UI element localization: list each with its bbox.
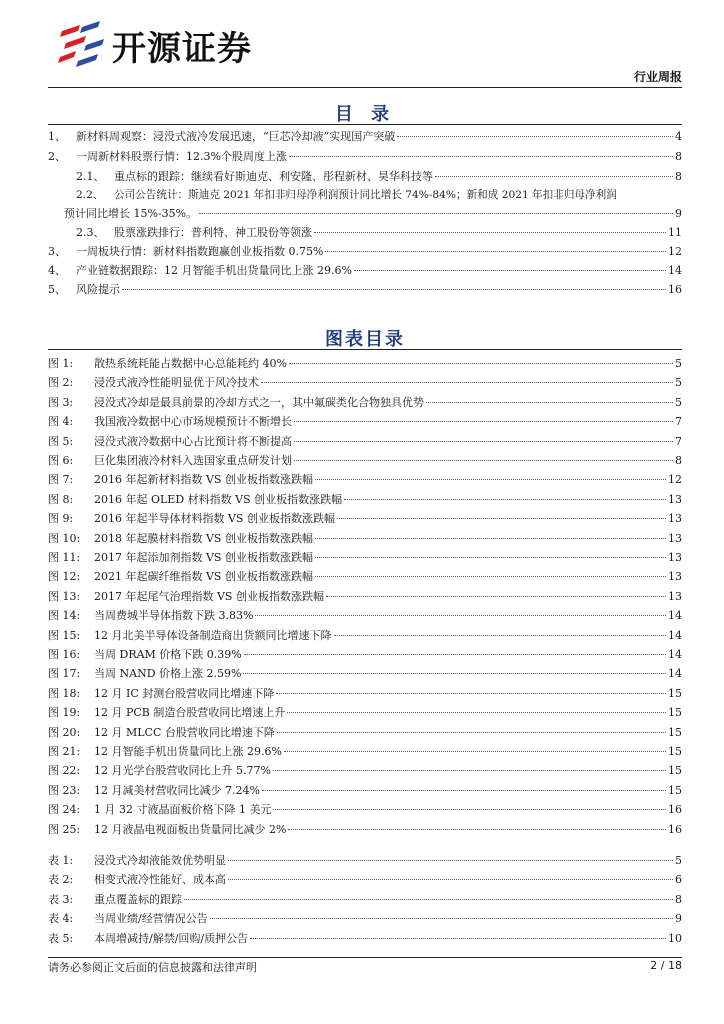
figure-entry-text: 2018 年起膜材料指数 VS 创业板指数涨跌幅 bbox=[94, 531, 313, 545]
figure-entry-text: 2017 年起尾气治理指数 VS 创业板指数涨跌幅 bbox=[94, 589, 324, 603]
figure-entry-text: 12 月 PCB 制造台股营收同比增速上升 bbox=[94, 706, 286, 720]
toc-entry[interactable] bbox=[48, 243, 682, 261]
toc-leader bbox=[294, 440, 673, 442]
toc-entry-wrapped[interactable] bbox=[76, 186, 682, 204]
toc-leader bbox=[337, 517, 666, 519]
toc-entry-page: 16 bbox=[668, 283, 682, 296]
toc-leader bbox=[273, 808, 666, 810]
toc-entry-text: 重点标的跟踪：继续看好斯迪克、利安隆、彤程新材、昊华科技等 bbox=[114, 170, 433, 183]
figure-entry-page: 12 bbox=[668, 473, 682, 487]
figure-entry-number: 图 19: bbox=[48, 706, 81, 720]
footer-disclaimer: 请务必参阅正文后面的信息披露和法律声明 bbox=[48, 961, 257, 974]
figure-entry[interactable] bbox=[48, 762, 682, 780]
figure-entry-number: 图 16: bbox=[48, 648, 81, 661]
table-entry[interactable] bbox=[48, 871, 682, 889]
figure-entry[interactable] bbox=[48, 452, 682, 470]
figure-entry-text: 当周 DRAM 价格下跌 0.39% bbox=[94, 648, 242, 661]
toc-entry[interactable] bbox=[76, 168, 682, 186]
figure-entry-text: 12 月减美材营收同比减少 7.24% bbox=[94, 783, 260, 797]
brand-logo bbox=[56, 20, 252, 70]
figure-entry-number: 图 13: bbox=[48, 589, 81, 603]
toc-entry[interactable] bbox=[48, 262, 682, 280]
toc-leader bbox=[262, 789, 666, 791]
figure-entry[interactable] bbox=[48, 821, 682, 839]
figure-entry[interactable] bbox=[48, 685, 682, 703]
figure-entry-number: 图 24: bbox=[48, 803, 81, 817]
figure-entry[interactable] bbox=[48, 510, 682, 528]
toc-entry-text: 产业链数据跟踪：12 月智能手机出货量同比上涨 29.6% bbox=[76, 264, 352, 277]
toc-leader bbox=[325, 250, 666, 252]
figure-entry-text: 当周 NAND 价格上涨 2.59% bbox=[94, 667, 242, 681]
figure-entry[interactable] bbox=[48, 433, 682, 451]
figure-entry-text: 12 月 IC 封测台股营收同比增速下降 bbox=[94, 686, 275, 700]
toc-leader bbox=[288, 828, 666, 830]
figure-entry-page: 13 bbox=[668, 492, 682, 506]
toc-leader bbox=[277, 731, 666, 733]
figure-entry-page: 13 bbox=[668, 570, 682, 584]
toc-leader bbox=[210, 917, 673, 919]
toc-entry[interactable] bbox=[48, 128, 682, 146]
table-entry-number: 表 3: bbox=[48, 892, 74, 906]
table-entry-text: 浸没式冷却液能效优势明显 bbox=[94, 854, 226, 867]
toc-entry-continuation[interactable] bbox=[48, 205, 682, 223]
figure-entry-page: 14 bbox=[668, 648, 682, 661]
figure-entry-text: 2016 年起新材料指数 VS 创业板指数涨跌幅 bbox=[94, 473, 313, 487]
table-entry-number: 表 1: bbox=[48, 854, 74, 867]
figure-entry-page: 14 bbox=[668, 609, 682, 623]
figure-entry-page: 15 bbox=[668, 686, 682, 700]
figure-entry-page: 5 bbox=[675, 395, 682, 409]
toc-entry-number: 5、 bbox=[48, 283, 66, 296]
toc-entry-page: 4 bbox=[675, 130, 682, 143]
table-entry-text: 当周业绩/经营情况公告 bbox=[94, 912, 208, 926]
figure-entry-number: 图 15: bbox=[48, 628, 81, 642]
figure-entry[interactable] bbox=[48, 491, 682, 509]
kaiyuan-logo-icon bbox=[56, 21, 108, 69]
figure-entry[interactable] bbox=[48, 724, 682, 742]
toc-entry-page: 8 bbox=[675, 170, 682, 183]
table-entry-page: 8 bbox=[675, 892, 682, 906]
figure-entry[interactable] bbox=[48, 801, 682, 819]
toc-leader bbox=[287, 711, 666, 713]
figure-entry-text: 巨化集团液冷材料入选国家重点研发计划 bbox=[94, 454, 292, 467]
toc-leader bbox=[228, 878, 673, 880]
toc-entry-page: 9 bbox=[675, 207, 682, 220]
toc-leader bbox=[122, 288, 666, 290]
toc-leader bbox=[326, 595, 666, 597]
toc-entry[interactable] bbox=[76, 224, 682, 242]
toc-leader bbox=[243, 672, 666, 674]
toc-leader bbox=[289, 155, 673, 157]
toc-leader bbox=[276, 692, 666, 694]
figure-entry-page: 15 bbox=[668, 725, 682, 739]
figure-entry-number: 图 21: bbox=[48, 745, 81, 758]
toc-leader bbox=[315, 478, 666, 480]
figure-entry-page: 16 bbox=[668, 803, 682, 817]
toc-entry[interactable] bbox=[48, 148, 682, 166]
report-type-label: 行业周报 bbox=[633, 70, 682, 84]
toc-leader bbox=[334, 634, 667, 636]
toc-entry-number: 2.3、 bbox=[76, 226, 105, 239]
figure-entry-number: 图 7: bbox=[48, 473, 74, 487]
toc-leader bbox=[184, 898, 673, 900]
figure-entry-number: 图 14: bbox=[48, 609, 81, 623]
figure-entry[interactable] bbox=[48, 549, 682, 567]
figure-entry-text: 我国液冷数据中心市场规模预计不断增长 bbox=[94, 415, 292, 429]
table-entry[interactable] bbox=[48, 910, 682, 928]
figure-list-divider bbox=[48, 349, 682, 350]
toc-leader bbox=[261, 381, 673, 383]
figure-entry-page: 7 bbox=[675, 415, 682, 429]
toc-leader bbox=[284, 750, 666, 752]
toc-entry-text: 新材料周观察：浸没式液冷发展迅速，“巨芯冷却液”实现国产突破 bbox=[76, 130, 396, 143]
figure-entry-page: 5 bbox=[675, 357, 682, 370]
figure-entry-number: 图 23: bbox=[48, 783, 81, 797]
table-entry-text: 重点覆盖标的跟踪 bbox=[94, 892, 182, 906]
figure-entry-text: 当周费城半导体指数下跌 3.83% bbox=[94, 609, 254, 623]
figure-entry[interactable] bbox=[48, 704, 682, 722]
figure-entry[interactable] bbox=[48, 607, 682, 625]
toc-leader bbox=[354, 269, 666, 271]
figure-entry-number: 图 1: bbox=[48, 357, 74, 370]
figure-entry-number: 图 6: bbox=[48, 454, 74, 467]
figure-entry-number: 图 5: bbox=[48, 434, 74, 448]
toc-entry-number: 2、 bbox=[48, 150, 66, 163]
toc-entry-page: 12 bbox=[668, 245, 682, 258]
toc-leader bbox=[255, 614, 666, 616]
figure-entry-number: 图 10: bbox=[48, 531, 81, 545]
figure-entry-page: 5 bbox=[675, 376, 682, 390]
figure-entry-text: 浸没式液冷数据中心占比预计将不断提高 bbox=[94, 434, 292, 448]
toc-entry-text-cont: 预计同比增长 15%-35%。 bbox=[64, 207, 198, 220]
figure-entry-number: 图 22: bbox=[48, 764, 81, 778]
toc-entry-text: 公司公告统计：斯迪克 2021 年扣非归母净利润预计同比增长 74%-84%；新和成 2021 年扣非归母净利润 bbox=[114, 189, 617, 201]
figure-entry-number: 图 25: bbox=[48, 822, 81, 836]
toc-entry-page: 8 bbox=[675, 150, 682, 163]
table-entry-text: 相变式液冷性能好、成本高 bbox=[94, 873, 226, 887]
table-entry-number: 表 4: bbox=[48, 912, 74, 926]
figure-entry-page: 8 bbox=[675, 454, 682, 467]
figure-entry-text: 12 月智能手机出货量同比上涨 29.6% bbox=[94, 745, 282, 758]
figure-entry[interactable] bbox=[48, 743, 682, 761]
figure-entry-page: 13 bbox=[668, 551, 682, 564]
toc-divider bbox=[48, 124, 682, 125]
figure-list-title: 图表目录 bbox=[325, 329, 405, 350]
figure-entry[interactable] bbox=[48, 627, 682, 645]
figure-entry[interactable] bbox=[48, 530, 682, 548]
figure-entry-page: 15 bbox=[668, 764, 682, 778]
figure-entry-number: 图 18: bbox=[48, 686, 81, 700]
figure-entry-text: 12 月北美半导体设备制造商出货额同比增速下降 bbox=[94, 628, 332, 642]
figure-entry-page: 13 bbox=[668, 512, 682, 526]
toc-title: 目 录 bbox=[334, 104, 396, 125]
figure-entry-page: 13 bbox=[668, 589, 682, 603]
figure-entry[interactable] bbox=[48, 413, 682, 431]
figure-entry[interactable] bbox=[48, 782, 682, 800]
figure-entry-text: 浸没式液冷性能明显优于风冷技术 bbox=[94, 376, 259, 390]
figure-entry[interactable] bbox=[48, 394, 682, 412]
figure-entry-number: 图 3: bbox=[48, 395, 74, 409]
figure-entry-number: 图 2: bbox=[48, 376, 74, 390]
figure-entry[interactable] bbox=[48, 588, 682, 606]
toc-leader bbox=[199, 212, 673, 214]
toc-entry-text: 一周新材料股票行情：12.3%个股周度上涨 bbox=[76, 150, 287, 163]
table-entry-text: 本周增减持/解禁/回购/质押公告 bbox=[94, 931, 249, 945]
toc-entry[interactable] bbox=[48, 281, 682, 299]
figure-entry-page: 7 bbox=[675, 434, 682, 448]
toc-leader bbox=[315, 575, 666, 577]
figure-entry-page: 13 bbox=[668, 531, 682, 545]
figure-entry-page: 15 bbox=[668, 783, 682, 797]
toc-entry-text: 股票涨跌排行：普利特、神工股份等领涨 bbox=[114, 226, 312, 239]
figure-entry[interactable] bbox=[48, 374, 682, 392]
figure-entry-text: 12 月光学台股营收同比上升 5.77% bbox=[94, 764, 271, 778]
figure-entry-page: 14 bbox=[668, 628, 682, 642]
header-divider bbox=[48, 87, 682, 88]
figure-entry-text: 2021 年起碳纤维指数 VS 创业板指数涨跌幅 bbox=[94, 570, 313, 584]
figure-entry-number: 图 4: bbox=[48, 415, 74, 429]
figure-entry-page: 15 bbox=[668, 745, 682, 758]
figure-entry-number: 图 11: bbox=[48, 551, 81, 564]
figure-entry-page: 16 bbox=[668, 822, 682, 836]
figure-entry-text: 散热系统耗能占数据中心总能耗约 40% bbox=[94, 357, 287, 370]
toc-entry-page: 14 bbox=[668, 264, 682, 277]
table-entry-page: 10 bbox=[668, 931, 682, 945]
page-number: 2 / 18 bbox=[650, 959, 682, 972]
brand-name: 开源证券 bbox=[112, 28, 252, 69]
figure-entry-text: 浸没式冷却是最具前景的冷却方式之一，其中氟碳类化合物独具优势 bbox=[94, 395, 424, 409]
toc-entry-number: 2.2、 bbox=[76, 189, 104, 201]
toc-leader bbox=[289, 362, 673, 364]
table-entry[interactable] bbox=[48, 891, 682, 909]
toc-leader bbox=[250, 937, 666, 939]
table-entry-page: 9 bbox=[675, 912, 682, 926]
toc-entry-text: 风险提示 bbox=[76, 283, 120, 296]
footer-divider bbox=[48, 957, 682, 958]
figure-entry[interactable] bbox=[48, 471, 682, 489]
figure-entry-number: 图 12: bbox=[48, 570, 81, 584]
toc-leader bbox=[397, 135, 673, 137]
figure-entry-text: 2016 年起 OLED 材料指数 VS 创业板指数涨跌幅 bbox=[94, 492, 343, 506]
toc-leader bbox=[315, 556, 666, 558]
table-entry-page: 5 bbox=[675, 854, 682, 867]
toc-leader bbox=[344, 498, 666, 500]
figure-entry-text: 12 月液晶电视面板出货量同比减少 2% bbox=[94, 822, 287, 836]
toc-entry-number: 4、 bbox=[48, 264, 66, 277]
figure-entry-text: 1 月 32 寸液晶面板价格下降 1 美元 bbox=[94, 803, 272, 817]
table-entry[interactable] bbox=[48, 930, 682, 948]
toc-leader bbox=[244, 653, 666, 655]
figure-entry[interactable] bbox=[48, 665, 682, 683]
figure-entry-number: 图 9: bbox=[48, 512, 74, 526]
figure-entry-text: 2017 年起添加剂指数 VS 创业板指数涨跌幅 bbox=[94, 551, 313, 564]
table-entry-page: 6 bbox=[675, 873, 682, 887]
page-header bbox=[48, 16, 682, 88]
toc-leader bbox=[273, 769, 666, 771]
figure-entry[interactable] bbox=[48, 355, 682, 373]
toc-leader bbox=[294, 459, 673, 461]
toc-leader bbox=[426, 401, 673, 403]
toc-entry-number: 2.1、 bbox=[76, 170, 105, 183]
toc-entry-text: 一周板块行情：新材料指数跑赢创业板指数 0.75% bbox=[76, 245, 324, 258]
toc-entry-number: 1、 bbox=[48, 130, 66, 143]
toc-entry-number: 3、 bbox=[48, 245, 66, 258]
table-entry[interactable] bbox=[48, 852, 682, 870]
figure-entry-text: 2016 年起半导体材料指数 VS 创业板指数涨跌幅 bbox=[94, 512, 335, 526]
toc-leader bbox=[294, 420, 673, 422]
toc-leader bbox=[435, 175, 673, 177]
figure-entry-page: 14 bbox=[668, 667, 682, 681]
table-entry-number: 表 2: bbox=[48, 873, 74, 887]
toc-leader bbox=[314, 231, 666, 233]
figure-entry-number: 图 17: bbox=[48, 667, 81, 681]
figure-entry-number: 图 8: bbox=[48, 492, 74, 506]
figure-entry-text: 12 月 MLCC 台股营收同比增速下降 bbox=[94, 725, 275, 739]
figure-entry-number: 图 20: bbox=[48, 725, 81, 739]
figure-entry-page: 15 bbox=[668, 706, 682, 720]
figure-entry[interactable] bbox=[48, 646, 682, 664]
figure-entry[interactable] bbox=[48, 568, 682, 586]
table-entry-number: 表 5: bbox=[48, 931, 74, 945]
toc-leader bbox=[315, 537, 666, 539]
toc-leader bbox=[228, 859, 673, 861]
toc-entry-page: 11 bbox=[668, 226, 682, 239]
